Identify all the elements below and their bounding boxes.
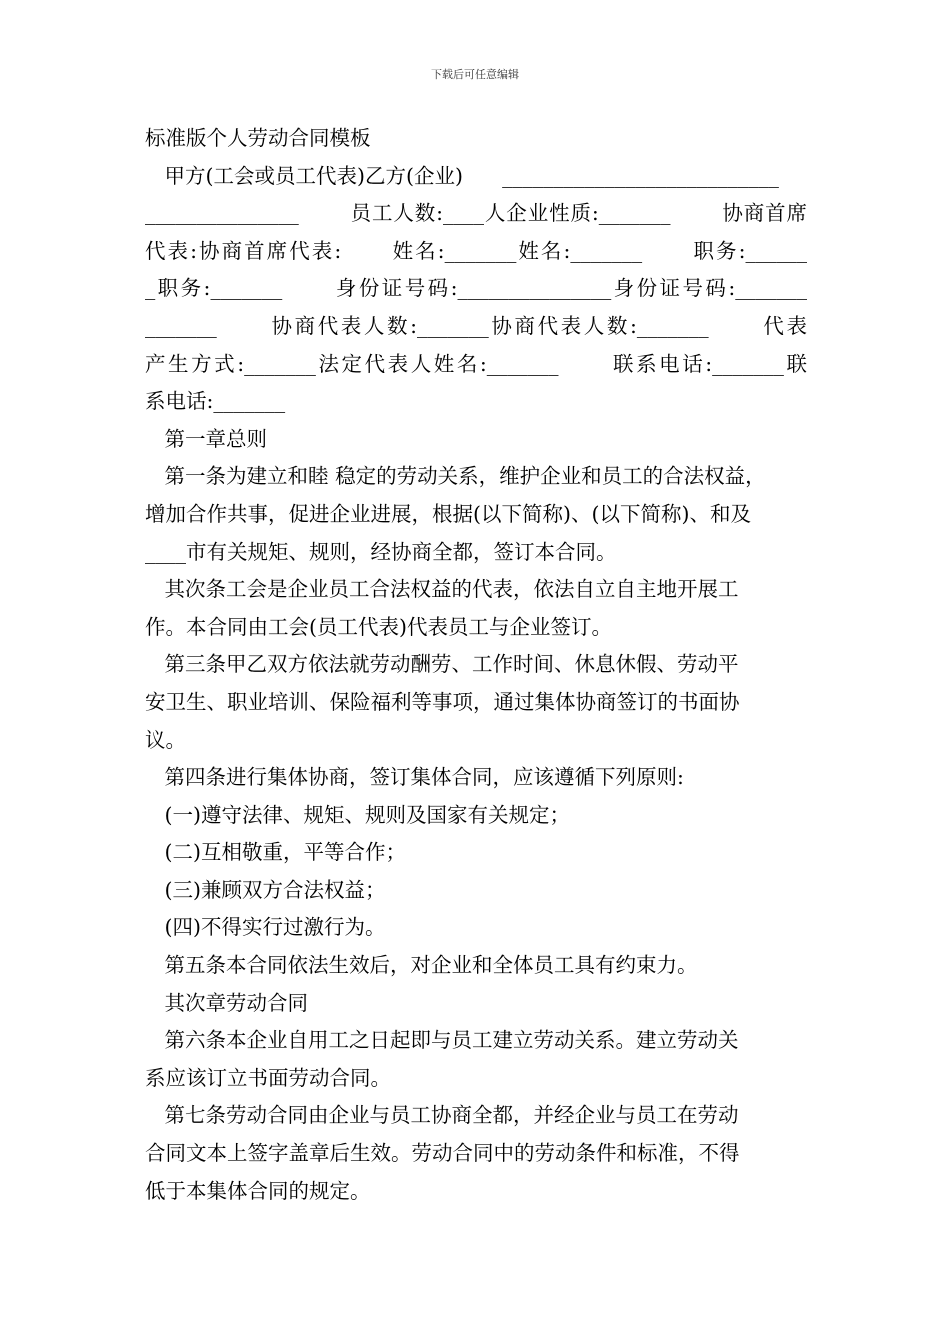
document-line: 作。本合同由工会(员工代表)代表员工与企业签订。 (145, 614, 612, 639)
document-line: 其次章劳动合同 (145, 990, 309, 1015)
document-line: _职务:_______ 身份证号码:_______________身份证号码:_______ (145, 276, 807, 301)
document-line: 第五条本合同依法生效后，对企业和全体员工具有约束力。 (145, 953, 698, 978)
document-line: 甲方(工会或员工代表)乙方(企业) ___________________________ (145, 163, 779, 188)
page-header-note: 下载后可任意编辑 (431, 68, 519, 81)
document-line: (一)遵守法律、规矩、规则及国家有关规定； (145, 802, 571, 827)
document-line: 第七条劳动合同由企业与员工协商全都，并经企业与员工在劳动 (145, 1103, 739, 1128)
document-line: 第四条进行集体协商，签订集体合同，应该遵循下列原则: (145, 765, 684, 790)
document-line: 增加合作共事，促进企业进展，根据(以下简称)、(以下简称)、和及 (145, 501, 751, 526)
document-line: 第一条为建立和睦 稳定的劳动关系，维护企业和员工的合法权益， (145, 464, 766, 489)
document-line: 合同文本上签字盖章后生效。劳动合同中的劳动条件和标准，不得 (145, 1141, 740, 1166)
document-line: 安卫生、职业培训、保险福利等事项，通过集体协商签订的书面协 (145, 689, 740, 714)
document-line: (四)不得实行过激行为。 (145, 915, 386, 940)
document-line: ____市有关规矩、规则，经协商全都，签订本合同。 (145, 539, 617, 564)
document-body (145, 120, 807, 1210)
document-line: 其次条工会是企业员工合法权益的代表，依法自立自主地开展工 (145, 577, 739, 602)
document-line: 低于本集体合同的规定。 (145, 1178, 371, 1203)
document-line: 第一章总则 (145, 426, 268, 451)
document-line: _______________ 员工人数:____人企业性质:_______ 协商首席 (145, 201, 807, 226)
document-line: 系应该订立书面劳动合同。 (145, 1065, 391, 1090)
document-line: 议。 (145, 727, 186, 752)
document-line: 第六条本企业自用工之日起即与员工建立劳动关系。建立劳动关 (145, 1028, 739, 1053)
document-line: (三)兼顾双方合法权益； (145, 877, 386, 902)
document-line: _______ 协商代表人数:_______协商代表人数:_______ 代表 (145, 313, 807, 338)
document-line: 代表:协商首席代表: 姓名:_______姓名:_______ 职务:______ (145, 238, 807, 263)
document-line: 标准版个人劳动合同模板 (145, 126, 371, 150)
document-line: 系电话:_______ (145, 389, 286, 414)
document-line: 第三条甲乙双方依法就劳动酬劳、工作时间、休息休假、劳动平 (145, 652, 739, 677)
document-line: 产生方式:_______法定代表人姓名:_______ 联系电话:_______联 (145, 351, 807, 376)
document-line: (二)互相敬重，平等合作； (145, 840, 407, 865)
